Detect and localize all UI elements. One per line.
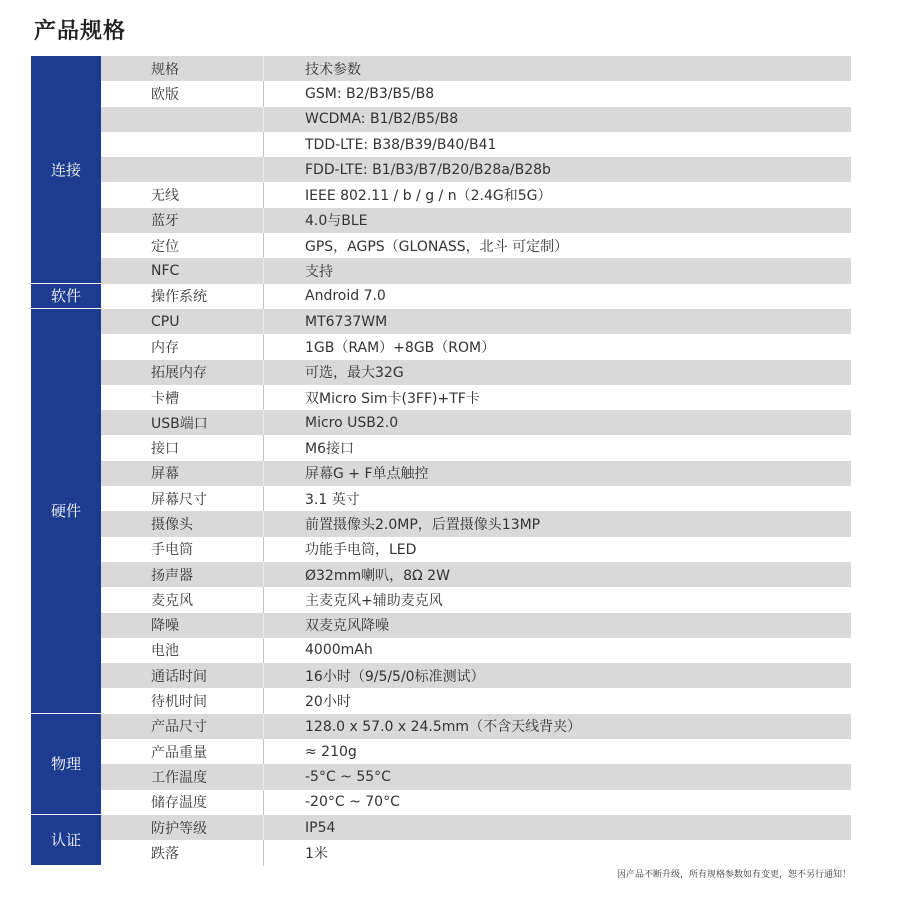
table-row: [101, 284, 851, 309]
table-row: [101, 511, 851, 536]
spec-key: [101, 157, 264, 182]
spec-value: 前置摄像头2.0MP，后置摄像头13MP: [305, 516, 541, 533]
spec-group: [31, 284, 851, 309]
spec-key: 产品重量: [101, 739, 264, 764]
spec-value: 屏幕G + F单点触控: [305, 466, 429, 483]
table-row: [101, 334, 851, 359]
spec-value: -20°C ~ 70°C: [305, 794, 400, 811]
table-row: [101, 208, 851, 233]
spec-value: M6接口: [305, 441, 354, 458]
footnote: 因产品不断升级，所有规格参数如有变更，恕不另行通知！: [616, 870, 851, 880]
spec-key: 待机时间: [101, 688, 264, 713]
spec-value: 16小时（9/5/5/0标准测试）: [305, 668, 485, 685]
spec-value: GSM: B2/B3/B5/B8: [305, 85, 435, 102]
spec-value: IP54: [305, 819, 336, 836]
spec-key: 防护等级: [101, 815, 264, 840]
spec-key: 规格: [101, 56, 264, 81]
spec-value: 技术参数: [305, 61, 361, 78]
table-row: [101, 537, 851, 562]
spec-value: 4000mAh: [305, 642, 373, 659]
table-row: [101, 107, 851, 132]
spec-key: 卡槽: [101, 385, 264, 410]
table-row: [101, 435, 851, 460]
spec-key: 操作系统: [101, 284, 264, 309]
spec-table: [31, 56, 851, 866]
spec-value: 主麦克风+辅助麦克风: [305, 592, 443, 609]
spec-key: 屏幕: [101, 461, 264, 486]
spec-value: Micro USB2.0: [305, 414, 399, 431]
spec-key: 蓝牙: [101, 208, 264, 233]
table-row: [101, 233, 851, 258]
spec-key: 接口: [101, 435, 264, 460]
spec-key: CPU: [101, 309, 264, 334]
spec-key: USB端口: [101, 410, 264, 435]
table-row: [101, 714, 851, 739]
group-label: 认证: [31, 815, 101, 866]
spec-value: -5°C ~ 55°C: [305, 768, 391, 785]
table-row: [101, 613, 851, 638]
spec-value: ≈ 210g: [305, 743, 357, 760]
spec-key: 定位: [101, 233, 264, 258]
spec-key: [101, 107, 264, 132]
spec-value: 可选，最大32G: [305, 365, 404, 382]
spec-value: 3.1 英寸: [305, 491, 360, 508]
spec-key: NFC: [101, 258, 264, 283]
group-label: 硬件: [31, 309, 101, 714]
spec-value: MT6737WM: [305, 313, 388, 330]
spec-value: FDD-LTE: B1/B3/B7/B20/B28a/B28b: [305, 161, 551, 178]
spec-key: 工作温度: [101, 764, 264, 789]
table-row: [101, 258, 851, 283]
table-row: [101, 157, 851, 182]
spec-key: 降噪: [101, 613, 264, 638]
spec-value: 128.0 x 57.0 x 24.5mm（不含天线背夹）: [305, 719, 582, 736]
spec-key: 内存: [101, 334, 264, 359]
table-row: [101, 56, 851, 81]
group-label: 软件: [31, 284, 101, 309]
spec-key: 手电筒: [101, 537, 264, 562]
spec-group: [31, 714, 851, 815]
spec-key: 扬声器: [101, 562, 264, 587]
spec-key: 储存温度: [101, 790, 264, 815]
spec-value: 1GB（RAM）+8GB（ROM）: [305, 339, 496, 356]
spec-key: 屏幕尺寸: [101, 486, 264, 511]
spec-key: [101, 132, 264, 157]
group-label: 物理: [31, 714, 101, 815]
table-row: [101, 688, 851, 713]
table-row: [101, 309, 851, 334]
table-row: [101, 410, 851, 435]
table-row: [101, 562, 851, 587]
table-row: [101, 587, 851, 612]
table-row: [101, 638, 851, 663]
spec-group: [31, 815, 851, 866]
table-row: [101, 132, 851, 157]
spec-value: TDD-LTE: B38/B39/B40/B41: [305, 136, 497, 153]
spec-key: 麦克风: [101, 587, 264, 612]
spec-group: [31, 309, 851, 714]
table-row: [101, 790, 851, 815]
spec-key: 无线: [101, 182, 264, 207]
spec-value: Android 7.0: [305, 288, 386, 305]
spec-value: 4.0与BLE: [305, 213, 368, 230]
spec-value: Ø32mm喇叭，8Ω 2W: [305, 567, 450, 584]
page-title: 产品规格: [34, 19, 127, 44]
table-row: [101, 182, 851, 207]
table-row: [101, 815, 851, 840]
spec-value: 双麦克风降噪: [305, 618, 389, 635]
table-row: [101, 663, 851, 688]
table-row: [101, 764, 851, 789]
spec-group: [31, 56, 851, 284]
group-label: 连接: [31, 56, 101, 284]
spec-value: WCDMA: B1/B2/B5/B8: [305, 111, 459, 128]
spec-key: 摄像头: [101, 511, 264, 536]
spec-value: 20小时: [305, 694, 351, 711]
spec-key: 通话时间: [101, 663, 264, 688]
table-row: [101, 486, 851, 511]
table-row: [101, 739, 851, 764]
table-row: [101, 360, 851, 385]
table-row: [101, 385, 851, 410]
spec-key: 跌落: [101, 840, 264, 865]
spec-key: 电池: [101, 638, 264, 663]
spec-value: 功能手电筒，LED: [305, 542, 417, 559]
table-row: [101, 840, 851, 865]
spec-value: GPS，AGPS（GLONASS，北斗 可定制）: [305, 238, 569, 255]
spec-key: 拓展内存: [101, 360, 264, 385]
spec-value: IEEE 802.11 / b / g / n（2.4G和5G）: [305, 188, 552, 205]
spec-key: 产品尺寸: [101, 714, 264, 739]
table-row: [101, 461, 851, 486]
spec-value: 支持: [305, 264, 333, 281]
spec-value: 1米: [305, 845, 328, 862]
spec-value: 双Micro Sim卡(3FF)+TF卡: [305, 390, 480, 407]
table-row: [101, 81, 851, 106]
spec-key: 欧版: [101, 81, 264, 106]
